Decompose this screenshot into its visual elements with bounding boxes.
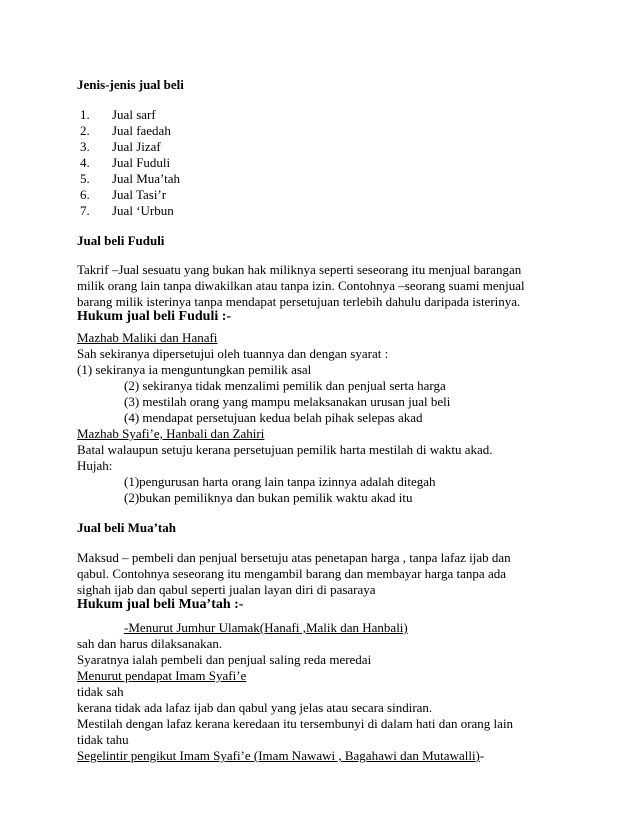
list-item: Jual sarf <box>112 107 156 122</box>
list-number: 6. <box>80 187 90 202</box>
paragraph-line: barang milik isterinya tanpa mendapat persetujuan terlebih dahulu daripada isterinya. <box>77 294 521 309</box>
hujah-label: Hujah: <box>77 458 113 473</box>
paragraph-line: sah dan harus dilaksanakan. <box>77 636 223 651</box>
mazhab-heading: Mazhab Maliki dan Hanafi <box>77 330 218 345</box>
paragraph-line: Mestilah dengan lafaz kerana keredaan itu tersembunyi di dalam hati dan orang lain <box>77 716 514 731</box>
section-heading-fuduli: Jual beli Fuduli <box>77 233 165 248</box>
paragraph-line: tidak sah <box>77 684 124 699</box>
syarat-item: (2) sekiranya tidak menzalimi pemilik dan penjual serta harga <box>124 378 446 393</box>
paragraph-line: milik orang lain tanpa diwakilkan atau tanpa izin. Contohnya –seorang suami menjual <box>77 278 525 293</box>
list-item: Jual faedah <box>112 123 171 138</box>
section-heading-muatah: Jual beli Mua’tah <box>77 520 176 535</box>
syarat-item: (3) mestilah orang yang mampu melaksanakan urusan jual beli <box>124 394 451 409</box>
list-item: Jual ‘Urbun <box>112 203 174 218</box>
paragraph-line: Maksud – pembeli dan penjual bersetuju atas penetapan harga , tanpa lafaz ijab dan <box>77 550 511 565</box>
paragraph-line: sighah ijab dan qabul seperti jualan layan diri di pasaraya <box>77 582 376 597</box>
list-item: Jual Tasi’r <box>112 187 167 202</box>
syafie-heading: Menurut pendapat Imam Syafi’e <box>77 668 247 683</box>
list-number: 2. <box>80 123 90 138</box>
list-number: 7. <box>80 203 90 218</box>
paragraph-line: tidak tahu <box>77 732 129 747</box>
hukum-heading-fuduli: Hukum jual beli Fuduli :- <box>77 309 232 324</box>
pengikut-syafie-text: Segelintir pengikut Imam Syafi’e (Imam Nawawi , Bagahawi dan Mutawalli) <box>77 748 480 763</box>
list-number: 5. <box>80 171 90 186</box>
list-number: 1. <box>80 107 90 122</box>
last-line <box>77 748 484 764</box>
list-item: Jual Jizaf <box>112 139 161 154</box>
paragraph-line: Syaratnya ialah pembeli dan penjual saling reda meredai <box>77 652 372 667</box>
syarat-item: (1) sekiranya ia menguntungkan pemilik asal <box>77 362 312 377</box>
list-item: Jual Fuduli <box>112 155 171 170</box>
list-item: Jual Mua’tah <box>112 171 180 186</box>
hukum-heading-muatah: Hukum jual beli Mua’tah :- <box>77 597 244 612</box>
mazhab-heading: Mazhab Syafi’e, Hanbali dan Zahiri <box>77 426 265 441</box>
page-title: Jenis-jenis jual beli <box>77 77 184 92</box>
paragraph-line: qabul. Contohnya seseorang itu mengambil barang dan membayar harga tanpa ada <box>77 566 506 581</box>
hujah-item: (2)bukan pemiliknya dan bukan pemilik waktu akad itu <box>124 490 413 505</box>
hujah-item: (1)pengurusan harta orang lain tanpa izinnya adalah ditegah <box>124 474 436 489</box>
paragraph-line: Sah sekiranya dipersetujui oleh tuannya dan dengan syarat : <box>77 346 389 361</box>
paragraph-line: kerana tidak ada lafaz ijab dan qabul yang jelas atau secara sindiran. <box>77 700 433 715</box>
list-number: 3. <box>80 139 90 154</box>
jumhur-heading: -Menurut Jumhur Ulamak(Hanafi ,Malik dan Hanbali) <box>124 620 408 635</box>
trailing-dash: - <box>479 748 485 763</box>
paragraph-line: Batal walaupun setuju kerana persetujuan pemilik harta mestilah di waktu akad. <box>77 442 493 457</box>
list-number: 4. <box>80 155 90 170</box>
syarat-item: (4) mendapat persetujuan kedua belah pihak selepas akad <box>124 410 423 425</box>
paragraph-line: Takrif –Jual sesuatu yang bukan hak miliknya seperti seseorang itu menjual barangan <box>77 262 522 277</box>
